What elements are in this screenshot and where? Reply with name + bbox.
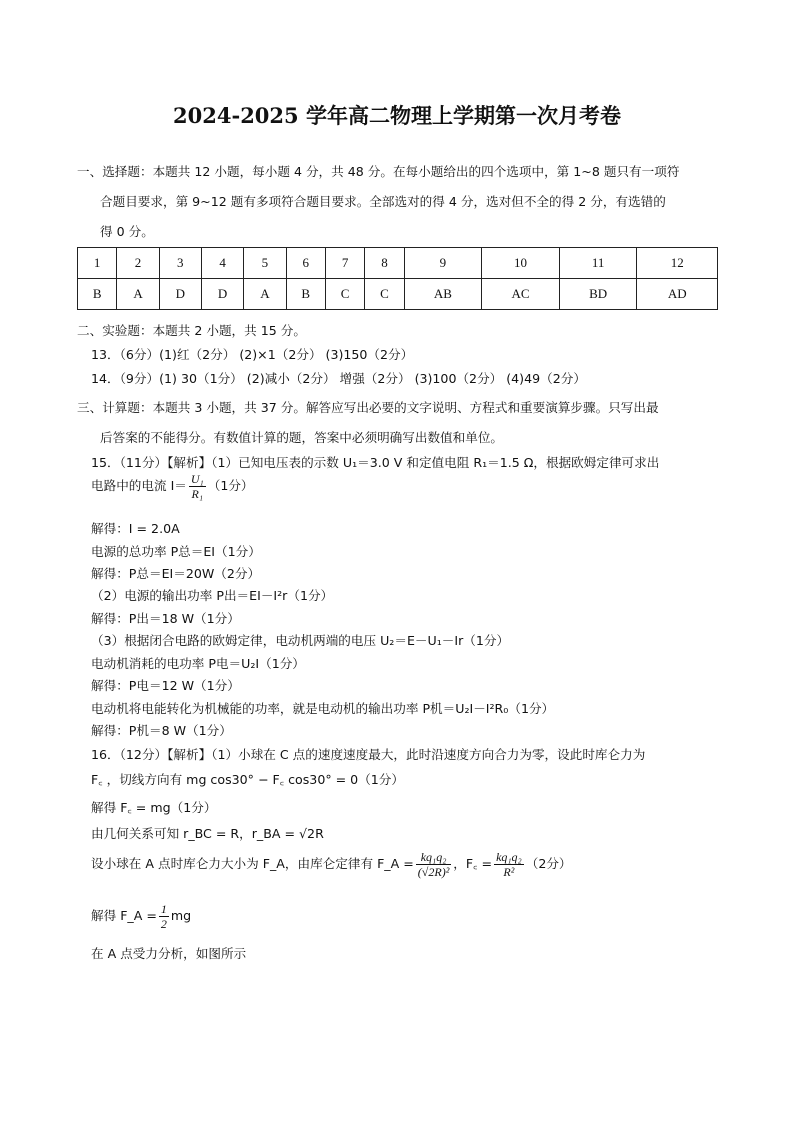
table-cell: D	[159, 279, 201, 310]
q15-line11: 电动机将电能转化为机械能的功率，就是电动机的输出功率 P机＝U₂I－I²R₀（1分）	[91, 701, 555, 716]
fraction-denominator: R₁	[191, 487, 204, 501]
mg-term: mg	[170, 908, 192, 923]
table-cell: 9	[404, 248, 482, 279]
q15-line6: （2）电源的输出功率 P出＝EI－I²r（1分）	[91, 588, 334, 603]
section3-line2: 后答案的不能得分。有数值计算的题，答案中必须明确写出数值和单位。	[100, 430, 503, 445]
answer-number-row	[78, 248, 718, 279]
table-cell: 12	[637, 248, 718, 279]
section1-line2: 合题目要求，第 9~12 题有多项符合题目要求。全部选对的得 4 分，选对但不全的得 2 分，有选错的	[100, 194, 666, 209]
table-cell: 11	[559, 248, 637, 279]
fraction-numerator: kq₁q₂	[416, 850, 452, 865]
current-fraction	[189, 472, 206, 501]
table-cell: A	[244, 279, 286, 310]
q14-answer: 14．（9分）(1) 30（1分） (2)减小（2分） 增强（2分） (3)100（2分） (4)49（2分）	[91, 371, 586, 386]
table-cell: 1	[78, 248, 117, 279]
fraction-denominator: (√2R)²	[417, 865, 450, 879]
table-cell: 3	[159, 248, 201, 279]
answer-letter-row	[78, 279, 718, 310]
fraction-numerator: U₁	[190, 472, 204, 486]
q16-line1: 16．（12分）【解析】（1）小球在 C 点的速度速度最大，此时沿速度方向合力为零，设此时库仑力为	[91, 747, 646, 762]
q15-line7: 解得：P出＝18 W（1分）	[91, 611, 240, 626]
table-cell: A	[117, 279, 159, 310]
q16-line5	[91, 850, 572, 879]
page-title: 2024-2025 学年高二物理上学期第一次月考卷	[173, 103, 621, 128]
q15-line8: （3）根据闭合电路的欧姆定律，电动机两端的电压 U₂＝E－U₁－Ir（1分）	[91, 633, 510, 648]
fraction-numerator: 1	[160, 902, 167, 916]
solve-label: 解得 F_A =	[91, 908, 157, 923]
table-cell: C	[325, 279, 364, 310]
q16-line4: 由几何关系可知 r_BC = R，r_BA = √2R	[91, 826, 324, 841]
fraction-numerator: kq₁q₂	[496, 850, 522, 864]
fraction-denominator: R²	[503, 865, 515, 879]
q16-line2: F꜀ ，切线方向有 mg cos30° − F꜀ cos30° = 0（1分）	[91, 772, 404, 787]
coulomb-fraction-c	[494, 850, 524, 879]
q15-line12: 解得：P机＝8 W（1分）	[91, 723, 232, 738]
q15-current-label: 电路中的电流 I＝	[91, 478, 187, 493]
table-cell: BD	[559, 279, 637, 310]
q16-line3: 解得 F꜀ = mg（1分）	[91, 800, 217, 815]
q16-score: （2分）	[525, 856, 572, 871]
table-cell: 4	[201, 248, 243, 279]
table-cell: 5	[244, 248, 286, 279]
answer-table	[77, 247, 718, 310]
table-cell: B	[286, 279, 325, 310]
table-cell: 2	[117, 248, 159, 279]
q15-line4: 电源的总功率 P总＝EI（1分）	[91, 544, 261, 559]
table-cell: D	[201, 279, 243, 310]
q15-line3: 解得：I = 2.0A	[91, 521, 180, 536]
table-cell: 6	[286, 248, 325, 279]
section1-line1: 一、选择题：本题共 12 小题，每小题 4 分，共 48 分。在每小题给出的四个选项中，第 1~8 题只有一项符	[77, 164, 680, 179]
table-cell: 7	[325, 248, 364, 279]
table-cell: C	[365, 279, 404, 310]
q15-line5: 解得：P总＝EI＝20W（2分）	[91, 566, 261, 581]
table-cell: B	[78, 279, 117, 310]
q15-score: （1分）	[207, 478, 254, 493]
q13-answer: 13．（6分）(1)红（2分） (2)×1（2分） (3)150（2分）	[91, 347, 414, 362]
q15-line9: 电动机消耗的电功率 P电＝U₂I（1分）	[91, 656, 305, 671]
fraction-denominator: 2	[160, 917, 167, 931]
q16-line7: 在 A 点受力分析，如图所示	[91, 946, 247, 961]
coulomb-law-text: 设小球在 A 点时库仑力大小为 F_A，由库仑定律有 F_A =	[91, 856, 414, 871]
section3-line1: 三、计算题：本题共 3 小题，共 37 分。解答应写出必要的文字说明、方程式和重要演算步骤。只写出最	[77, 400, 659, 415]
half-fraction	[159, 902, 169, 931]
section1-line3: 得 0 分。	[100, 224, 154, 239]
coulomb-separator: ，F꜀ =	[453, 856, 493, 871]
section2-heading: 二、实验题：本题共 2 小题，共 15 分。	[77, 323, 306, 338]
q15-line10: 解得：P电＝12 W（1分）	[91, 678, 240, 693]
table-cell: AB	[404, 279, 482, 310]
coulomb-fraction-a	[416, 850, 452, 879]
table-cell: 8	[365, 248, 404, 279]
table-cell: AD	[637, 279, 718, 310]
q15-line2	[91, 472, 254, 501]
table-cell: AC	[482, 279, 560, 310]
q15-line1: 15．（11分）【解析】（1）已知电压表的示数 U₁＝3.0 V 和定值电阻 R₁＝1.5 Ω，根据欧姆定律可求出	[91, 455, 660, 470]
q16-line6	[91, 902, 191, 931]
table-cell: 10	[482, 248, 560, 279]
